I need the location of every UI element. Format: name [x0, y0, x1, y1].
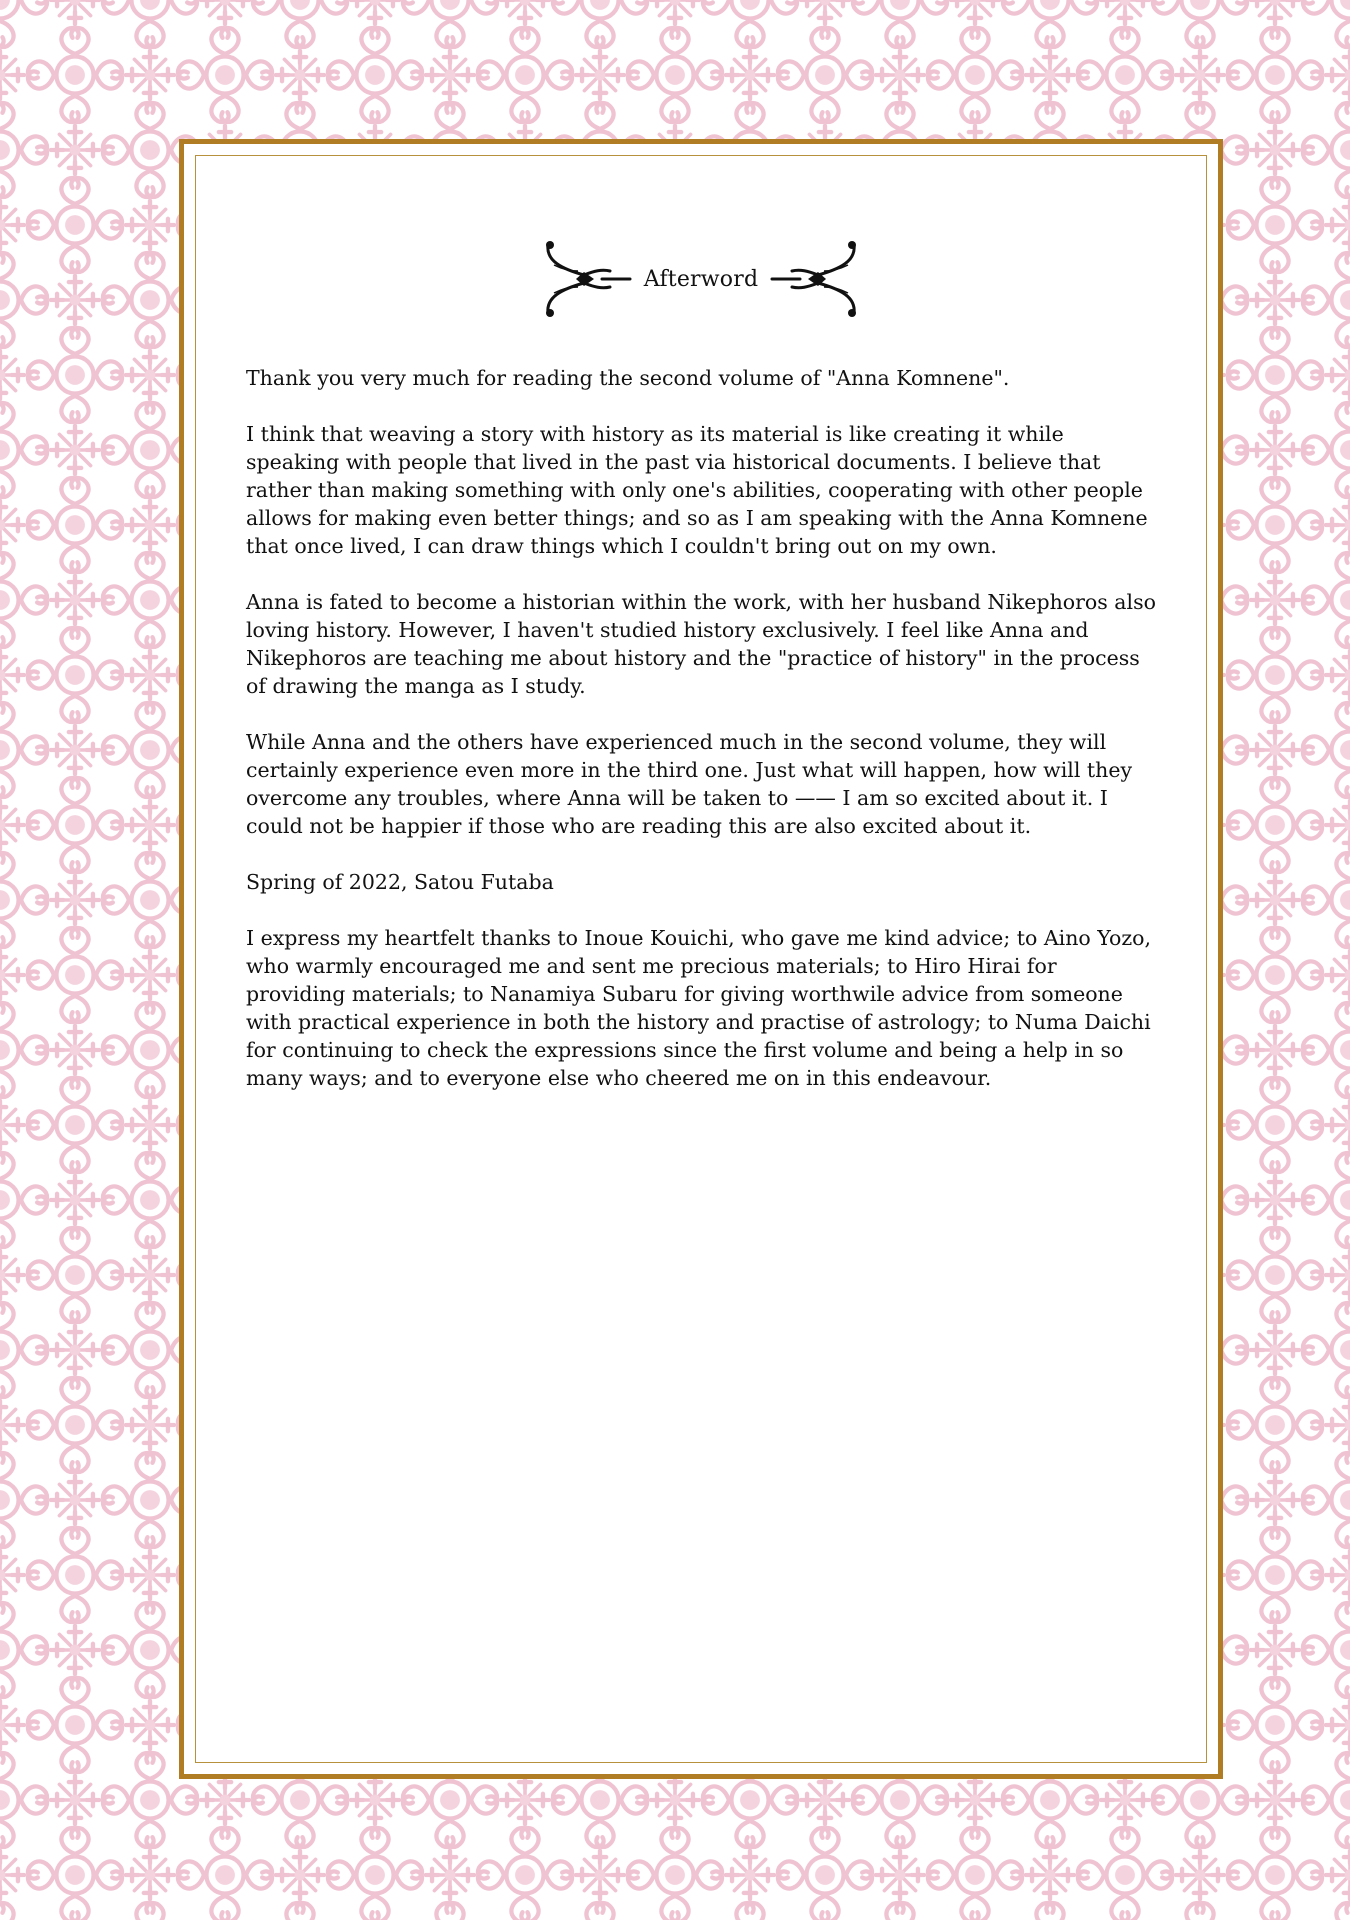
flourish-right-icon — [770, 235, 862, 323]
flourish-left-icon — [540, 235, 632, 323]
paragraph-thanks: Thank you very much for reading the second volume of "Anna Komnene". — [246, 366, 1010, 390]
paragraph-historian: Anna is fated to become a historian within the work, with her husband Nikephoros also loving history. However, I haven't studied history exclusively. I feel like Anna and Nikephoros are teaching me about history and the "practice of history" in the process of drawing the manga as I study. — [246, 590, 1156, 698]
afterword-heading — [184, 234, 1218, 324]
paragraph-acknowledgements: I express my heartfelt thanks to Inoue Kouichi, who gave me kind advice; to Aino Yozo, who warmly encouraged me and sent me precious materials; to Hiro Hirai for providing materials; to Nanamiya Subaru for giving worthwile advice from someone with practical experience in both the history and practise of astrology; to Numa Daichi for continuing to check the expressions since the first volume and being a help in so many ways; and to everyone else who cheered me on in this endeavour. — [246, 926, 1152, 1090]
paragraph-weaving-story: I think that weaving a story with history as its material is like creating it while speaking with people that lived in the past via historical documents. I believe that rather than making something with only one's abilities, cooperating with other people allows for making even better things; and so as I am speaking with the Anna Komnene that once lived, I can draw things which I couldn't bring out on my own. — [246, 422, 1148, 558]
signature-line: Spring of 2022, Satou Futaba — [246, 870, 554, 894]
page-frame — [179, 139, 1223, 1779]
afterword-body — [246, 364, 1158, 1120]
paragraph-third-volume: While Anna and the others have experienced much in the second volume, they will certainly experience even more in the third one. Just what will happen, how will they overcome any troubles, where Anna will be taken to —— I am so excited about it. I could not be happier if those who are reading this are also excited about it. — [246, 730, 1133, 838]
heading-title: Afterword — [643, 266, 759, 292]
